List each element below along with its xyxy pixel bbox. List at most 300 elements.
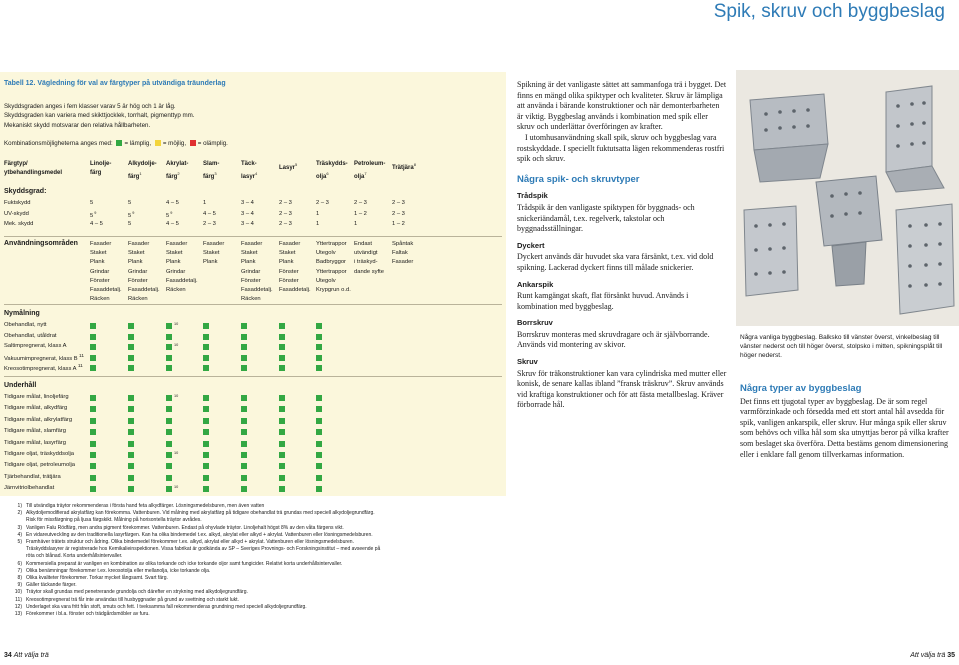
nymalning-row-label: Obehandlat, nytt <box>4 322 47 328</box>
column-header-line: Lasyr$^5$ <box>279 162 298 171</box>
skyddsgrad-cell: 1 – 2 <box>392 221 405 227</box>
usage-item: Fasaddetalj. <box>241 287 273 294</box>
footnote-ref: 11 <box>76 364 83 369</box>
usage-column <box>166 240 198 295</box>
intro-paragraph: I utomhusanvändning skall spik, skruv och byggbeslag vara rostskyddade. I speciellt fuktutsatta lägen rekommenderas rostfri spik och skruv. <box>517 132 725 164</box>
table-title-bar <box>0 80 506 94</box>
usage-item: Grindar <box>128 268 148 275</box>
column-header-line: Täck- <box>241 161 257 167</box>
suitable-marker <box>203 365 209 371</box>
usage-item: Fasaddetalj. <box>279 287 311 294</box>
suitable-marker <box>128 344 134 350</box>
footnote-ref: 3 <box>214 171 217 176</box>
skyddsgrad-cell: 2 – 3 <box>354 200 367 206</box>
suitable-marker <box>90 486 96 492</box>
column-header <box>166 160 188 182</box>
suitable-marker <box>279 395 285 401</box>
footnote <box>4 561 504 568</box>
suitable-marker <box>166 463 172 469</box>
footnote-ref: 7 <box>364 171 367 176</box>
footnote-number: 12) <box>14 603 22 610</box>
usage-item: Faltak <box>392 250 408 257</box>
suitable-marker <box>90 334 96 340</box>
nymalning-title: Nymålning <box>4 310 40 317</box>
table-title: Tabell 12. Vägledning för val av färgtyper på utvändiga träunderlag <box>4 80 226 87</box>
footnote-ref: 6 <box>326 171 329 176</box>
page-title: Spik, skruv och byggbeslag <box>713 1 945 22</box>
skyddsgrad-cell: 2 – 3 <box>392 200 405 206</box>
column-header-line: färg$^1$ <box>128 171 142 180</box>
suitable-marker <box>316 486 322 492</box>
footnote-text: Vanligen Falu Rödfärg, men andra pigment förekommer. Vattenburen. Endast på ohyvlade träytor. Linoljehalt högst 8% av den våta färgens vikt. <box>26 524 344 531</box>
usage-item: dande syfte <box>354 268 384 275</box>
spik-type-title: Dyckert <box>517 240 545 250</box>
suitable-marker <box>90 406 96 412</box>
usage-item: Fasaddetalj. <box>90 287 122 294</box>
column-header-line: lasyr$^4$ <box>241 171 258 180</box>
usage-item: Utegolv <box>316 277 336 284</box>
column-header-line: färg <box>90 170 102 176</box>
skyddsgrad-cell: 5 $^9$ <box>90 210 97 219</box>
suitable-marker <box>90 475 96 481</box>
skyddsgrad-cell: 1 – 2 <box>354 210 367 217</box>
photo-caption: Några vanliga byggbeslag. Balksko till vänster överst, vinkelbeslag till vänster nederst och till höger överst, stolpsko i mitten, spikningsplåt till höger nederst. <box>740 334 943 359</box>
suitable-marker <box>166 334 172 340</box>
suitable-marker <box>203 486 209 492</box>
skyddsgrad-cell: 4 – 5 <box>166 200 179 206</box>
footnote <box>4 525 504 532</box>
suitable-marker <box>316 418 322 424</box>
footnote-continuation: Risk för missfärgning på ljusa färgskikt. Målning på horisontella träytor avrådes. <box>26 517 202 524</box>
footnote-number: 4) <box>17 531 22 538</box>
suitable-marker <box>241 418 247 424</box>
spik-section-title: Några spik- och skruvtyper <box>517 173 640 185</box>
suitable-marker <box>128 475 134 481</box>
suitable-marker <box>128 334 134 340</box>
suitable-marker <box>128 418 134 424</box>
spik-type-title: Borrskruv <box>517 318 553 328</box>
suitable-marker <box>279 486 285 492</box>
suitable-marker <box>316 323 322 329</box>
usage-item: Fasader <box>166 241 188 247</box>
footnote-number: 8) <box>17 575 22 582</box>
usage-item: Räcken <box>241 296 261 303</box>
usage-item: Krypgrun o.d. <box>316 287 351 294</box>
footnote-text: Alkydoljemodifierad akrylatfärg kan förekomma. Vattenburen. Vid målning med akrylatfärg på tidigare obehandlat trä grundas med speciell alkydoljegrundfärg. <box>26 510 375 517</box>
footnote <box>4 597 504 604</box>
table-intro <box>4 102 304 130</box>
page-number-right: 35 <box>947 652 955 659</box>
underhall-row-label: Järnvitriolbehandlat <box>4 485 55 492</box>
underhall-row-label: Tjärbehandlat, trätjära <box>4 473 61 480</box>
suitable-marker <box>128 323 134 329</box>
suitable-marker <box>316 334 322 340</box>
usage-item: Yttertrappor <box>316 268 347 275</box>
suitable-marker <box>90 355 96 361</box>
suitable-marker <box>166 418 172 424</box>
nymalning-row-label: Obehandlat, utåldrat <box>4 332 57 339</box>
suitable-marker <box>166 365 172 371</box>
footnote-number: 2) <box>17 510 22 517</box>
skyddsgrad-cell: 1 <box>203 200 207 206</box>
suitable-marker <box>166 441 172 447</box>
footer-right <box>910 652 955 659</box>
suitable-marker <box>316 344 322 350</box>
intro-line: Skyddsgraden anges i fem klasser varav 5 är hög och 1 är låg. <box>4 103 176 110</box>
balksko-icon <box>750 94 828 182</box>
beslag-text: Det finns ett tjugotal typer av byggbeslag. De är som regel varmförzinkade och försedda med ett stort antal hål avsedda för spik, vanligen ankarspik, eller skruv. Hur många spik eller skruv som behövs och vilka hål som ska utnyttjas beror på vilka krafter som beslaget ska överföra. Detta bestäms genom dimensionering eller i enklare fall genom tillverkarnas information. <box>740 396 949 459</box>
skyddsgrad-cell: 4 – 5 <box>166 221 179 227</box>
suitable-marker <box>128 406 134 412</box>
footnote-ref: 10 <box>174 485 179 490</box>
suitable-marker <box>279 452 285 458</box>
suitable-marker <box>166 355 172 361</box>
suitable-marker <box>166 452 172 458</box>
skyddsgrad-cell: 4 – 5 <box>203 210 216 217</box>
column-header-line: Trätjära$^8$ <box>392 162 416 171</box>
usage-item: Staket <box>241 250 258 257</box>
column-header-line: Alkydolje- <box>128 161 157 167</box>
yellow-square-icon <box>155 140 161 146</box>
suitable-marker <box>279 365 285 371</box>
suitable-marker <box>279 344 285 350</box>
suitable-marker <box>90 441 96 447</box>
suitable-marker <box>203 334 209 340</box>
usage-item: Fönster <box>128 277 148 284</box>
spik-items <box>517 191 727 411</box>
footer-left-text: Att välja trä <box>13 652 49 659</box>
usage-item: Spåntak <box>392 241 414 247</box>
usage-item: Grindar <box>241 268 261 275</box>
suitable-marker <box>128 463 134 469</box>
usage-item: Räcken <box>128 296 148 303</box>
skyddsgrad-cell: 1 <box>316 221 320 227</box>
footer-left <box>4 652 49 659</box>
underhall-row-label: Tidigare målat, alkydfärg <box>4 405 68 412</box>
intro-line: Mekaniskt skydd motsvarar den relativa hållbarheten. <box>4 121 151 129</box>
nymalning-row-label: Kreosotimpregnerat, klass A $^{11}$ <box>4 364 83 372</box>
footnote-ref: 8 <box>413 162 416 167</box>
suitable-marker <box>166 406 172 412</box>
footnote-continuation: Träskyddslasyrer är registrerade hos Kemikalieinspektionen. Vissa fabrikat är godkända av SP – Sveriges Provnings- och Forskningsinstitut – med avseende på <box>26 546 381 553</box>
skyddsgrad-cell: 1 <box>316 210 320 217</box>
hardware-photo <box>736 70 959 326</box>
usage-item: Plank <box>166 259 181 266</box>
footnote-text: Till utvändiga träytor rekommenderas i första hand feta alkydfärger. Lösningsmedelsburen, men även vatten <box>26 503 265 509</box>
usage-item: Yttertrappor <box>316 241 347 247</box>
usage-column <box>241 240 273 304</box>
suitable-marker <box>203 323 209 329</box>
suitable-marker <box>316 406 322 412</box>
suitable-marker <box>128 486 134 492</box>
suitable-marker <box>203 475 209 481</box>
intro-paragraph: Spikning är det vanligaste sättet att sammanfoga trä i bygget. Det finns en mängd olika spiktyper och kvaliteter. Skruv är lämpliga att använda i bärande konstruktioner och när demonterbarheten är viktig. Byggbeslag används i kombination med spik eller skruv och underlättar överföringen av krafter. <box>517 80 727 132</box>
underhall-row-label: Tidigare målat, linoljefärg <box>4 394 69 400</box>
usage-item: Fasader <box>241 241 263 247</box>
suitable-marker <box>316 463 322 469</box>
suitable-marker <box>166 395 172 401</box>
skyddsgrad-cell: 2 – 3 <box>279 221 292 227</box>
row-header-line: Färgtyp/ <box>4 161 28 167</box>
footnote-ref: 9 <box>93 210 97 215</box>
underhall-row-label: Tidigare målat, lasyrfärg <box>4 439 66 446</box>
usage-item: Plank <box>90 259 105 266</box>
suitable-marker <box>203 395 209 401</box>
usage-item: Fönster <box>279 277 299 284</box>
column-header-line: olja$^6$ <box>316 171 329 180</box>
usage-column <box>354 240 384 277</box>
footnote-text: Underlaget ska vara fritt från stoft, smuts och fett. I tveksamma fall rekommenderas grundning med speciell alkydoljegrundfärg. <box>26 603 307 610</box>
skyddsgrad-cell: 3 – 4 <box>241 210 254 217</box>
skyddsgrad-cell: 1 <box>354 221 358 227</box>
column-header <box>354 160 385 182</box>
suitable-marker <box>90 452 96 458</box>
brackets-illustration <box>736 70 959 326</box>
suitable-marker <box>203 441 209 447</box>
usage-item: Fasader <box>90 241 112 247</box>
suitable-marker <box>90 365 96 371</box>
vinkelbeslag-icon <box>744 206 798 296</box>
column-header-line: Träskydds- <box>316 161 348 167</box>
skyddsgrad-cell: 5 <box>90 200 94 206</box>
skyddsgrad-cell: 5 <box>128 221 132 227</box>
usage-item: Fasader <box>392 259 414 266</box>
suitable-marker <box>316 355 322 361</box>
suitable-marker <box>203 463 209 469</box>
footnote-ref: 5 <box>295 162 298 167</box>
footnote-number: 1) <box>17 503 22 509</box>
skyddsgrad-cell: 2 – 3 <box>316 200 329 206</box>
skyddsgrad-cell: 2 – 3 <box>203 221 216 227</box>
skyddsgrad-row-label: UV-skydd <box>4 210 29 217</box>
legend-yellow: = möjlig, <box>162 140 187 147</box>
suitable-marker <box>90 395 96 401</box>
suitable-marker <box>241 429 247 435</box>
suitable-marker <box>241 344 247 350</box>
footnote-number: 10) <box>14 589 22 596</box>
green-square-icon <box>116 140 122 146</box>
spik-type-text: Trådspik är den vanligaste spiktypen för byggnads- och snickeriändamål, t.ex. regelverk, takstolar och byggnadsställningar. <box>517 202 695 234</box>
column-header-line: Slam- <box>203 161 220 167</box>
usage-item: Räcken <box>90 296 110 303</box>
usage-item: Staket <box>128 250 145 257</box>
usage-item: Plank <box>279 259 294 266</box>
suitable-marker <box>128 441 134 447</box>
divider <box>4 304 502 305</box>
spik-type-text: Skruv för träkonstruktioner kan vara cylindriska med mutter eller konisk, de senare kallas ibland ”fransk träskruv”. Skruv används vid kraftiga konstruktioner och för att fästa metallbeslag. Kräver förborrade hål. <box>517 368 727 410</box>
suitable-marker <box>166 475 172 481</box>
spikningsplat-icon <box>896 204 954 314</box>
usage-item: Fönster <box>279 268 299 275</box>
suitable-marker <box>241 395 247 401</box>
suitable-marker <box>90 418 96 424</box>
suitable-marker <box>166 344 172 350</box>
column-header-line: Petroleum- <box>354 161 386 167</box>
footnote-ref: 10 <box>174 394 179 398</box>
skyddsgrad-row-label: Fuktskydd <box>4 200 31 206</box>
usage-item: Grindar <box>90 268 110 275</box>
usage-item: utvändigt <box>354 250 378 257</box>
suitable-marker <box>279 418 285 424</box>
skyddsgrad-cell: 2 – 3 <box>279 200 292 206</box>
footnote <box>4 575 504 582</box>
footnote-text: Kommersiella preparat är vanligen en kombination av olika torkande och icke torkande oljor samt fungicider. Relativt korta underhållsintervaller. <box>26 560 343 567</box>
footnote-text: Förekommer i bl.a. fönster och trädgårdsmöbler av furu. <box>26 611 150 618</box>
legend <box>4 140 228 147</box>
footnote-text: Framhäver trätets struktur och ådring. Olika bindemedel förekommer t.ex. alkyd, akrylat eller alkyd + akrylat. Vattenburen eller lösningsmedelsburen. <box>26 539 354 546</box>
suitable-marker <box>241 441 247 447</box>
usage-item: Fasader <box>203 241 225 247</box>
footnote <box>4 604 504 611</box>
usage-column <box>279 240 311 295</box>
column-header <box>128 160 157 182</box>
usage-item: Staket <box>166 250 183 257</box>
usage-item: Utegolv <box>316 250 336 257</box>
nymalning-row-label: Vakuumimpregnerat, klass B $^{11}$ <box>4 353 85 362</box>
skyddsgrad-cell: 5 $^9$ <box>166 210 173 219</box>
suitable-marker <box>166 323 172 329</box>
footnote-ref: 9 <box>169 210 173 215</box>
footnote <box>4 568 504 575</box>
right-column <box>740 384 955 460</box>
suitable-marker <box>279 334 285 340</box>
skyddsgrad-cell: 5 $^9$ <box>128 210 135 219</box>
footnote-number: 13) <box>14 611 22 618</box>
footnote-ref: 4 <box>255 171 258 176</box>
column-header <box>203 160 219 182</box>
row-header <box>4 160 62 178</box>
footnote-ref: 10 <box>174 451 179 455</box>
footnote <box>4 611 504 618</box>
skyddsgrad-cell: 2 – 3 <box>392 210 405 217</box>
suitable-marker <box>279 475 285 481</box>
suitable-marker <box>316 452 322 458</box>
spik-type-title: Ankarspik <box>517 279 554 289</box>
column-header <box>316 160 348 182</box>
footnote-text: Kreosotimpregnerat trä får inte användas till husbyggnader på grund av svettning och starkt lukt. <box>26 596 239 603</box>
suitable-marker <box>316 475 322 481</box>
footnote-ref: 2 <box>177 171 180 176</box>
usage-item: Plank <box>128 259 143 266</box>
suitable-marker <box>241 334 247 340</box>
suitable-marker <box>203 452 209 458</box>
skyddsgrad-row-label: Mek. skydd <box>4 221 34 227</box>
suitable-marker <box>316 395 322 401</box>
suitable-marker <box>203 344 209 350</box>
footnote-ref: 10 <box>174 322 179 326</box>
suitable-marker <box>203 429 209 435</box>
suitable-marker <box>128 355 134 361</box>
usage-column <box>392 240 413 268</box>
footnote-ref: 10 <box>174 343 179 347</box>
footnote-number: 3) <box>17 524 22 531</box>
suitable-marker <box>316 429 322 435</box>
suitable-marker <box>203 355 209 361</box>
footnote-number: 5) <box>17 539 22 546</box>
usage-item: Räcken <box>166 287 186 294</box>
footnote <box>4 582 504 589</box>
footnote-ref: 1 <box>139 171 142 176</box>
footnote-number: 6) <box>17 560 22 567</box>
suitable-marker <box>241 323 247 329</box>
usage-item: Fasader <box>128 241 150 247</box>
usage-item: Plank <box>241 259 256 266</box>
usage-item: i träskyd- <box>354 259 378 266</box>
underhall-row-label: Tidigare målat, slamfärg <box>4 428 66 435</box>
column-header <box>392 160 416 173</box>
usage-item: Fasaddetalj. <box>166 277 198 284</box>
suitable-marker <box>279 429 285 435</box>
skyddsgrad-cell: 3 – 4 <box>241 200 254 206</box>
suitable-marker <box>166 486 172 492</box>
skyddsgrad-cell: 5 <box>128 200 132 206</box>
suitable-marker <box>241 486 247 492</box>
skyddsgrad-cell: 3 – 4 <box>241 221 254 227</box>
footer-right-text: Att välja trä <box>910 652 946 659</box>
usage-item: Plank <box>203 259 218 266</box>
column-header <box>241 160 257 182</box>
suitable-marker <box>90 429 96 435</box>
suitable-marker <box>316 365 322 371</box>
skyddsgrad-title: Skyddsgrad: <box>4 188 47 195</box>
suitable-marker <box>241 406 247 412</box>
skyddsgrad-cell: 2 – 3 <box>279 210 292 217</box>
suitable-marker <box>279 441 285 447</box>
footnote-text: Olika kvaliteter förekommer. Torkar mycket långsamt. Svart färg. <box>26 575 168 582</box>
usage-item: Endast <box>354 241 373 247</box>
suitable-marker <box>241 355 247 361</box>
spik-type-text: Dyckert används där huvudet ska vara färsänkt, t.ex. vid dold spikning. Lackerad dyckert finns till målade snickerier. <box>517 252 714 272</box>
suitable-marker <box>203 406 209 412</box>
usage-item: Staket <box>279 250 296 257</box>
suitable-marker <box>279 323 285 329</box>
intro-line: Skyddsgraden kan variera med skikttjocklek, torrhalt, pigmenttyp mm. <box>4 112 195 120</box>
nymalning-row-label: Saltimpregnerat, klass A <box>4 343 67 349</box>
suitable-marker <box>203 418 209 424</box>
footnote-number: 7) <box>17 567 22 574</box>
suitable-marker <box>241 475 247 481</box>
suitable-marker <box>241 365 247 371</box>
legend-red: = olämplig. <box>197 140 228 147</box>
page-header <box>0 0 959 44</box>
suitable-marker <box>128 365 134 371</box>
column-header <box>279 160 297 173</box>
column-header-line: färg$^2$ <box>166 171 180 180</box>
footnote-number: 11) <box>15 596 22 603</box>
column-header <box>90 160 111 178</box>
suitable-marker <box>90 344 96 350</box>
footnote-number: 9) <box>17 582 22 589</box>
usage-item: Fönster <box>90 277 110 284</box>
usage-item: Badbryggor <box>316 259 346 266</box>
suitable-marker <box>279 406 285 412</box>
suitable-marker <box>316 441 322 447</box>
suitable-marker <box>128 429 134 435</box>
footnote-ref: 11 <box>77 353 85 359</box>
underhall-title: Underhåll <box>4 382 37 389</box>
usage-item: Staket <box>90 250 107 257</box>
spik-type-title: Skruv <box>517 357 538 367</box>
divider <box>4 376 502 377</box>
divider <box>4 236 502 237</box>
usage-column <box>90 240 122 304</box>
suitable-marker <box>241 463 247 469</box>
underhall-row-label: Tidigare målat, alkrylatfärg <box>4 416 73 423</box>
underhall-row-label: Tidigare oljat, petroleumolja <box>4 462 75 469</box>
anvandning-title: Användningsområden <box>4 240 78 247</box>
column-header-line: Linolje- <box>90 161 112 167</box>
column-header-line: Akrylat- <box>166 161 189 167</box>
